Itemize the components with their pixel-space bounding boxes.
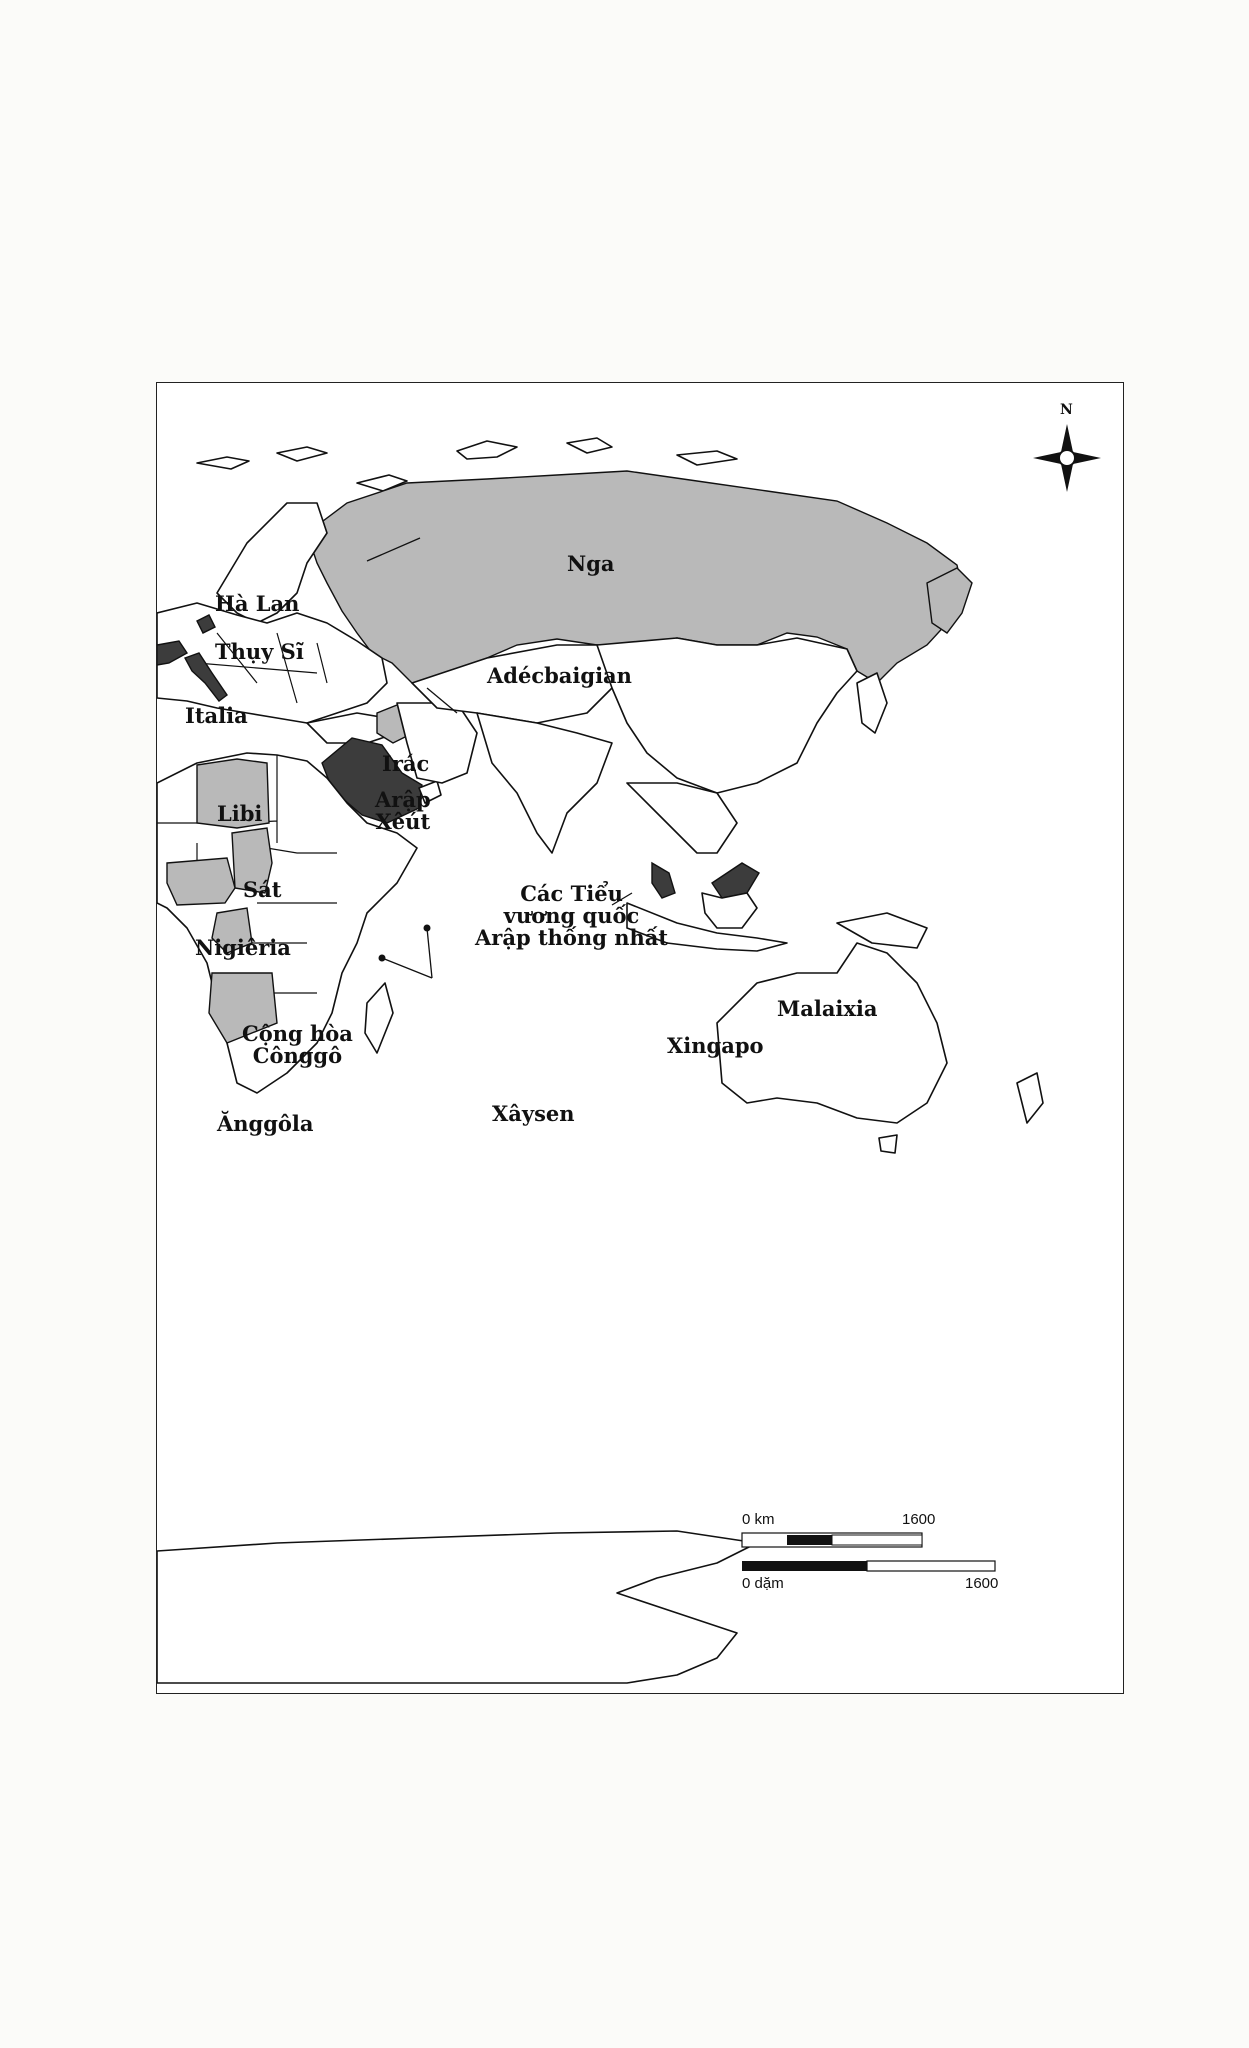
compass-north-label: N <box>1060 402 1073 418</box>
label-malaixia: Malaixia <box>777 996 878 1021</box>
region-tasmania <box>879 1135 897 1153</box>
label-italia: Italia <box>185 703 248 728</box>
region-new-zealand <box>1017 1073 1043 1123</box>
scale-mile-max: 1600 <box>965 1575 999 1592</box>
label-cac-tieu-vuong-quoc: Các Tiểu vương quốc Arập thống nhất <box>475 881 669 950</box>
region-japan <box>857 673 887 733</box>
compass-icon <box>1027 418 1107 498</box>
label-nigieria: Nigiêria <box>195 935 291 960</box>
label-libi: Libi <box>217 801 263 826</box>
label-cong-hoa-conggo: Cộng hòa Cônggô <box>242 1021 353 1068</box>
region-nigeria <box>167 858 235 905</box>
region-malaysia-borneo <box>712 863 759 898</box>
label-xingapo: Xingapo <box>667 1033 764 1058</box>
label-thuy-si: Thụy Sĩ <box>215 639 304 664</box>
region-southeast-asia <box>627 783 737 853</box>
region-madagascar <box>365 983 393 1053</box>
map-frame <box>156 382 1124 1694</box>
label-adecbaigian: Adécbaigian <box>487 663 632 688</box>
scale-km-max: 1600 <box>902 1511 936 1528</box>
label-nga: Nga <box>567 551 615 576</box>
region-china <box>597 638 857 793</box>
label-sat: Sát <box>243 877 282 902</box>
label-anggola: Ănggôla <box>217 1111 314 1136</box>
scale-bars <box>742 1533 995 1571</box>
label-ha-lan: Hà Lan <box>215 591 300 616</box>
scale-km-zero: 0 km <box>742 1511 775 1528</box>
scale-mile-zero: 0 dặm <box>742 1575 784 1592</box>
region-new-guinea <box>837 913 927 948</box>
label-irac: Irác <box>382 751 430 776</box>
region-borneo <box>702 893 757 928</box>
label-xaysen: Xâysen <box>492 1101 575 1126</box>
region-india <box>477 713 612 853</box>
label-arap-xeut: Arập Xêút <box>375 787 431 834</box>
region-antarctica <box>157 1531 757 1683</box>
